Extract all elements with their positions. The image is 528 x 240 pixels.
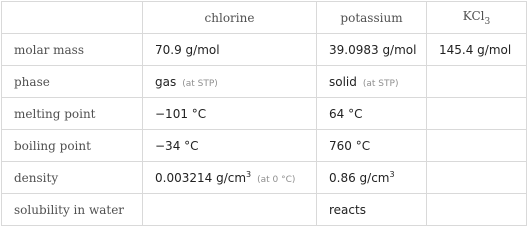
value: 0.86 g/cm	[329, 171, 390, 185]
cell-kcl3: 145.4 g/mol	[427, 34, 527, 66]
cell-chlorine: 70.9 g/mol	[143, 34, 317, 66]
cell-chlorine: −34 °C	[143, 130, 317, 162]
corner-cell	[2, 2, 143, 34]
column-header-potassium: potassium	[317, 2, 427, 34]
properties-table	[1, 1, 527, 226]
column-header-kcl3	[427, 2, 527, 34]
cell-kcl3	[427, 66, 527, 98]
cell-potassium	[317, 66, 427, 98]
table-row	[2, 34, 527, 66]
condition-note: (at STP)	[182, 78, 218, 89]
cell-potassium: 64 °C	[317, 98, 427, 130]
value: gas	[155, 74, 177, 89]
row-label: solubility in water	[2, 194, 143, 226]
value: 0.003214 g/cm	[155, 171, 247, 185]
condition-note: (at 0 °C)	[257, 175, 296, 185]
cell-potassium: reacts	[317, 194, 427, 226]
row-label: boiling point	[2, 130, 143, 162]
value: solid	[329, 74, 357, 89]
superscript: 3	[389, 170, 395, 179]
formula-subscript: 3	[484, 17, 491, 28]
table-row	[2, 130, 527, 162]
header-row	[2, 2, 527, 34]
cell-potassium: 39.0983 g/mol	[317, 34, 427, 66]
cell-kcl3	[427, 98, 527, 130]
cell-potassium: 760 °C	[317, 130, 427, 162]
cell-kcl3	[427, 194, 527, 226]
row-label: molar mass	[2, 34, 143, 66]
cell-kcl3	[427, 162, 527, 194]
table-row	[2, 66, 527, 98]
superscript: 3	[246, 170, 252, 179]
table-row	[2, 98, 527, 130]
table-row	[2, 194, 527, 226]
table-row	[2, 162, 527, 194]
row-label: density	[2, 162, 143, 194]
row-label: phase	[2, 66, 143, 98]
cell-chlorine	[143, 66, 317, 98]
cell-chlorine	[143, 162, 317, 194]
column-header-chlorine: chlorine	[143, 2, 317, 34]
cell-chlorine	[143, 194, 317, 226]
cell-chlorine: −101 °C	[143, 98, 317, 130]
formula-main: KCl	[462, 8, 485, 23]
condition-note: (at STP)	[362, 78, 399, 89]
row-label: melting point	[2, 98, 143, 130]
cell-kcl3	[427, 130, 527, 162]
cell-potassium	[317, 162, 427, 194]
